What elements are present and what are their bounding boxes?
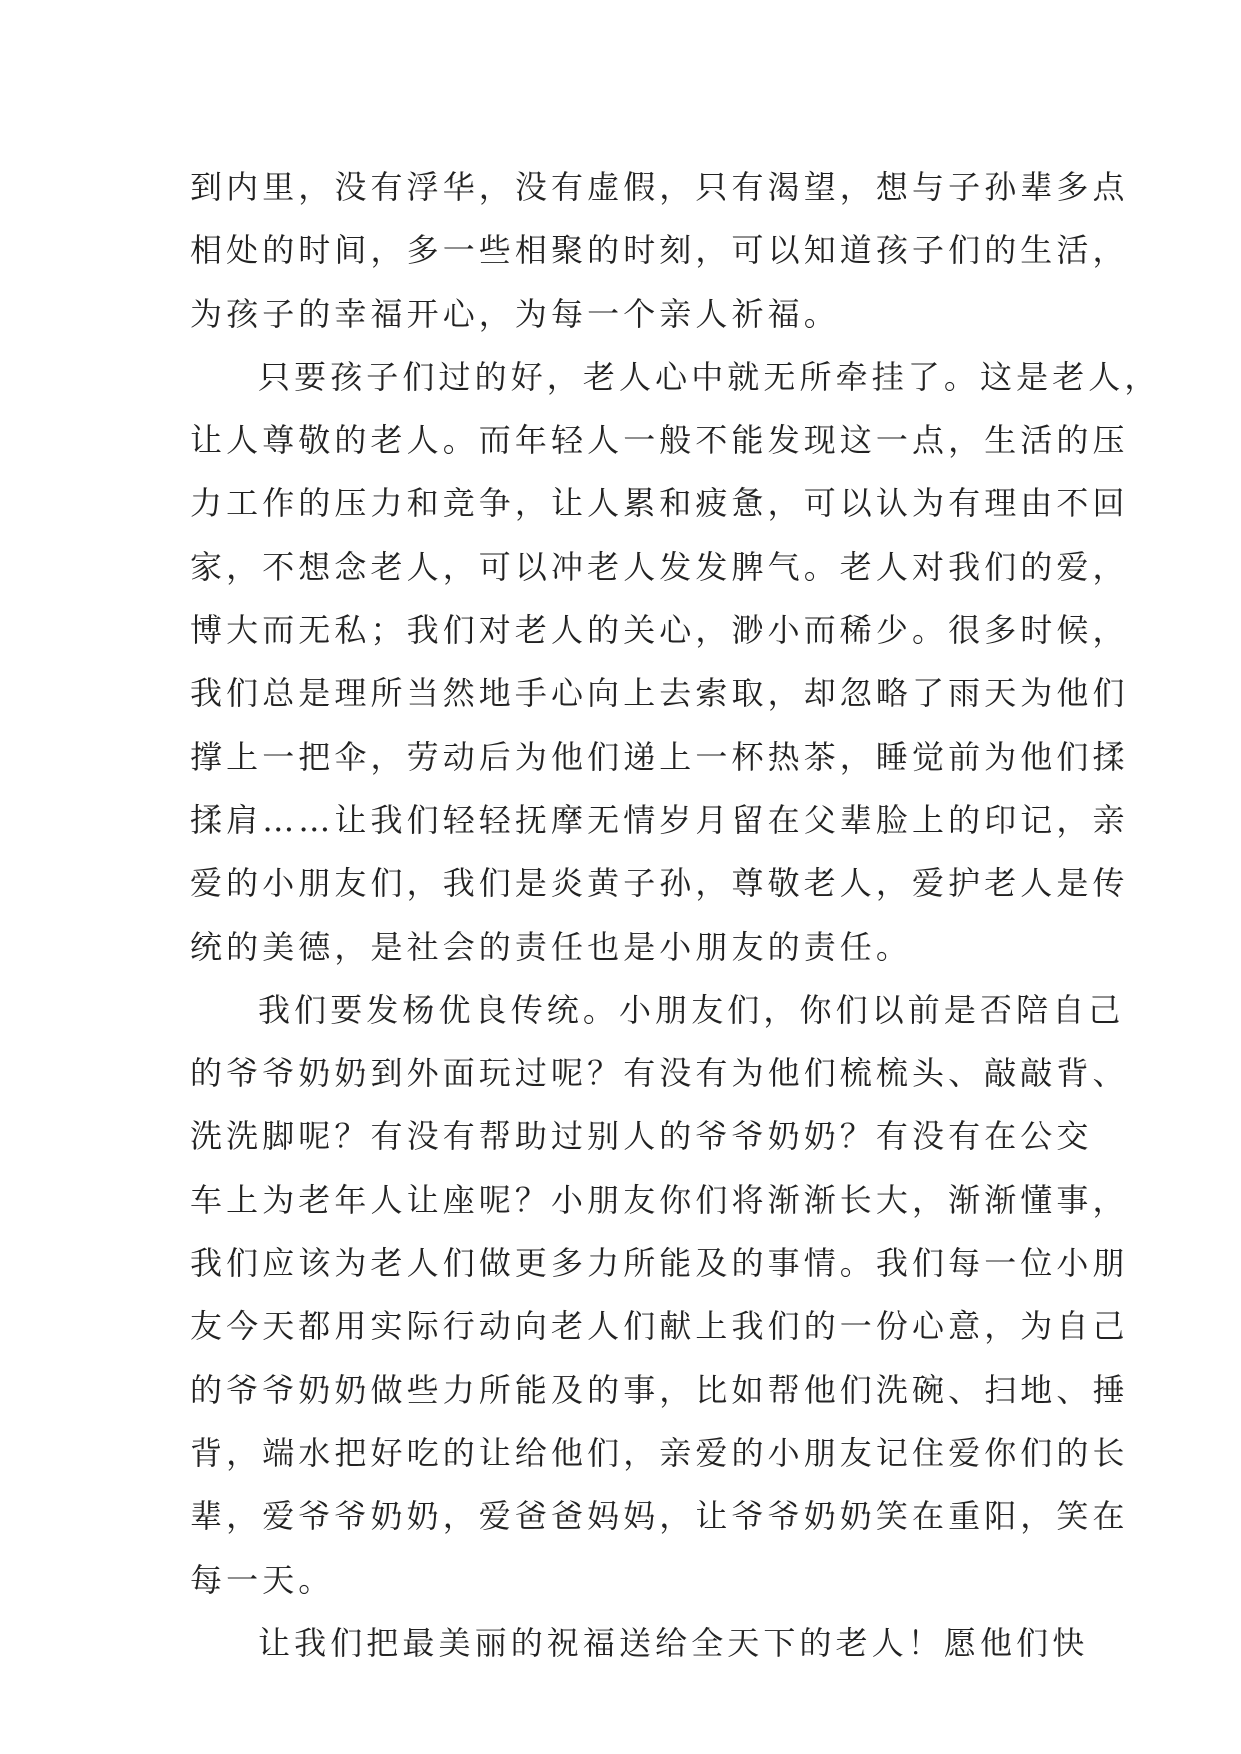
paragraph-4	[190, 1612, 1089, 1675]
text-line: 为孩子的幸福开心，为每一个亲人祈福。	[190, 294, 840, 333]
text-line: 爱的小朋友们，我们是炎黄子孙，尊敬老人，爱护老人是传	[190, 864, 1129, 903]
text-line: 家，不想念老人，可以冲老人发发脾气。老人对我们的爱，	[190, 547, 1129, 586]
text-line: 背，端水把好吃的让给他们，亲爱的小朋友记住爱你们的长	[190, 1433, 1129, 1472]
paragraph-1	[190, 156, 1129, 346]
paragraph-3	[190, 979, 1129, 1612]
text-line: 车上为老年人让座呢？小朋友你们将渐渐长大，渐渐懂事，	[190, 1180, 1129, 1219]
text-line: 让我们把最美丽的祝福送给全天下的老人！愿他们快	[258, 1623, 1089, 1662]
text-line: 的爷爷奶奶到外面玩过呢？有没有为他们梳梳头、敲敲背、	[190, 1054, 1129, 1093]
text-line: 博大而无私；我们对老人的关心，渺小而稀少。很多时候，	[190, 611, 1129, 650]
text-line: 辈，爱爷爷奶奶，爱爸爸妈妈，让爷爷奶奶笑在重阳，笑在	[190, 1497, 1129, 1536]
text-line: 统的美德，是社会的责任也是小朋友的责任。	[190, 927, 913, 966]
text-line: 洗洗脚呢？有没有帮助过别人的爷爷奶奶？有没有在公交	[190, 1117, 1093, 1156]
text-line: 只要孩子们过的好，老人心中就无所牵挂了。这是老人，	[258, 357, 1161, 396]
paragraph-2	[190, 346, 1161, 979]
document-body	[190, 156, 1161, 1675]
text-line: 每一天。	[190, 1560, 335, 1599]
text-line: 我们应该为老人们做更多力所能及的事情。我们每一位小朋	[190, 1244, 1129, 1283]
text-line: 我们总是理所当然地手心向上去索取，却忽略了雨天为他们	[190, 674, 1129, 713]
text-line: 力工作的压力和竞争，让人累和疲惫，可以认为有理由不回	[190, 484, 1129, 523]
text-line: 相处的时间，多一些相聚的时刻，可以知道孩子们的生活，	[190, 231, 1129, 270]
text-line: 的爷爷奶奶做些力所能及的事，比如帮他们洗碗、扫地、捶	[190, 1370, 1129, 1409]
text-line: 让人尊敬的老人。而年轻人一般不能发现这一点，生活的压	[190, 421, 1129, 460]
text-line: 揉肩……让我们轻轻抚摩无情岁月留在父辈脸上的印记，亲	[190, 800, 1129, 839]
text-line: 到内里，没有浮华，没有虚假，只有渴望，想与子孙辈多点	[190, 168, 1129, 206]
text-line: 我们要发杨优良传统。小朋友们，你们以前是否陪自己	[258, 990, 1125, 1029]
text-line: 友今天都用实际行动向老人们献上我们的一份心意，为自己	[190, 1307, 1129, 1346]
text-line: 撑上一把伞，劳动后为他们递上一杯热茶，睡觉前为他们揉	[190, 737, 1129, 776]
